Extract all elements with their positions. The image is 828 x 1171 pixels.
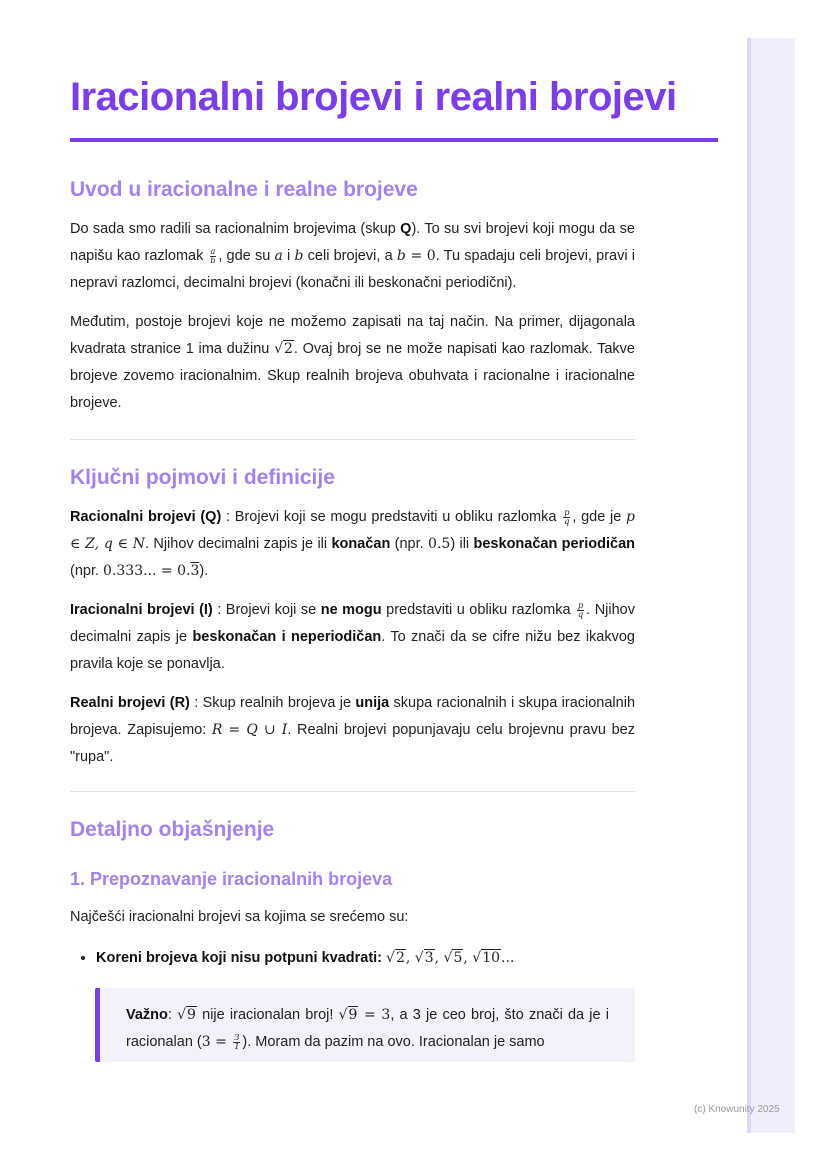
watermark: (c) Knowunity 2025 bbox=[694, 1104, 780, 1115]
fraction-a-over-b: $\frac{a}{b}$ bbox=[210, 246, 216, 265]
section-heading-detailed: Detaljno objašnjenje bbox=[70, 818, 275, 841]
document-page bbox=[70, 72, 677, 1062]
section-heading-definitions: Ključni pojmovi i definicije bbox=[70, 466, 335, 489]
list-item: • Koreni brojeva koji nisu potpuni kvadrati: √2, √3, √5, √10... bbox=[96, 945, 635, 972]
important-note-box bbox=[95, 988, 635, 1062]
page-title: Iracionalni brojevi i realni brojevi bbox=[70, 75, 677, 119]
definition-irrational: Iracionalni brojevi (I) : Brojevi koji se ne mogu predstaviti u obliku razlomka $\frac{p}{q}$ . Njihov decimalni zapis je beskonačan i neperiodičan. To znači da se cifre nižu bez ikakvog pravila koje se ponavlja. bbox=[70, 600, 636, 672]
definition-rational: Racionalni brojevi (Q) : Brojevi koji se mogu predstaviti u obliku razlomka $\frac{p}{q}$ , gde je p ∈ Z, q ∈ N. Njihov decimalni zapis je ili konačan (npr. 0.5) ili beskonačan periodičan (npr. 0.333... = 0.3). bbox=[70, 507, 636, 579]
intro-paragraph-1: Do sada smo radili sa racionalnim brojevima (skup Q). To su svi brojevi koji mogu da se napišu kao razlomak $\frac{a}{b}$ , gde su a i b celi brojevi, a b = 0. Tu spadaju celi brojevi, pravi i nepravi razlomci, decimalni brojevi (konačni ili beskonačni periodični). bbox=[70, 221, 636, 291]
right-sidebar-strip bbox=[747, 38, 795, 1133]
subsection-heading: 1. Prepoznavanje iracionalnih brojeva bbox=[70, 869, 393, 889]
definition-real: Realni brojevi (R) : Skup realnih brojeva je unija skupa racionalnih i skupa iracionalnih brojeva. Zapisujemo: R = Q ∪ I. Realni brojevi popunjavaju celu brojevnu pravu bez "rupa". bbox=[70, 695, 636, 765]
irrational-examples-list bbox=[70, 945, 635, 972]
note-text: Važno: √9 nije iracionalan broj! √9 = 3, a 3 je ceo broj, što znači da je i racionalan (3 = $\frac{3}{1}$ ). Moram da pazim na ovo. Iracionalan je samo bbox=[126, 1007, 609, 1051]
section-heading-intro: Uvod u iracionalne i realne brojeve bbox=[70, 178, 418, 201]
list-intro: Najčešći iracionalni brojevi sa kojima se srećemo su: bbox=[70, 909, 409, 925]
intro-paragraph-2: Međutim, postoje brojevi koje ne možemo zapisati na taj način. Na primer, dijagonala kvadrata stranice 1 ima dužinu √2. Ovaj broj se ne može napisati kao razlomak. Takve brojeve zovemo iracionalnim. Skup realnih brojeva obuhvata i racionalne i iracionalne brojeve. bbox=[70, 314, 635, 411]
sqrt-2: √2 bbox=[274, 341, 293, 357]
